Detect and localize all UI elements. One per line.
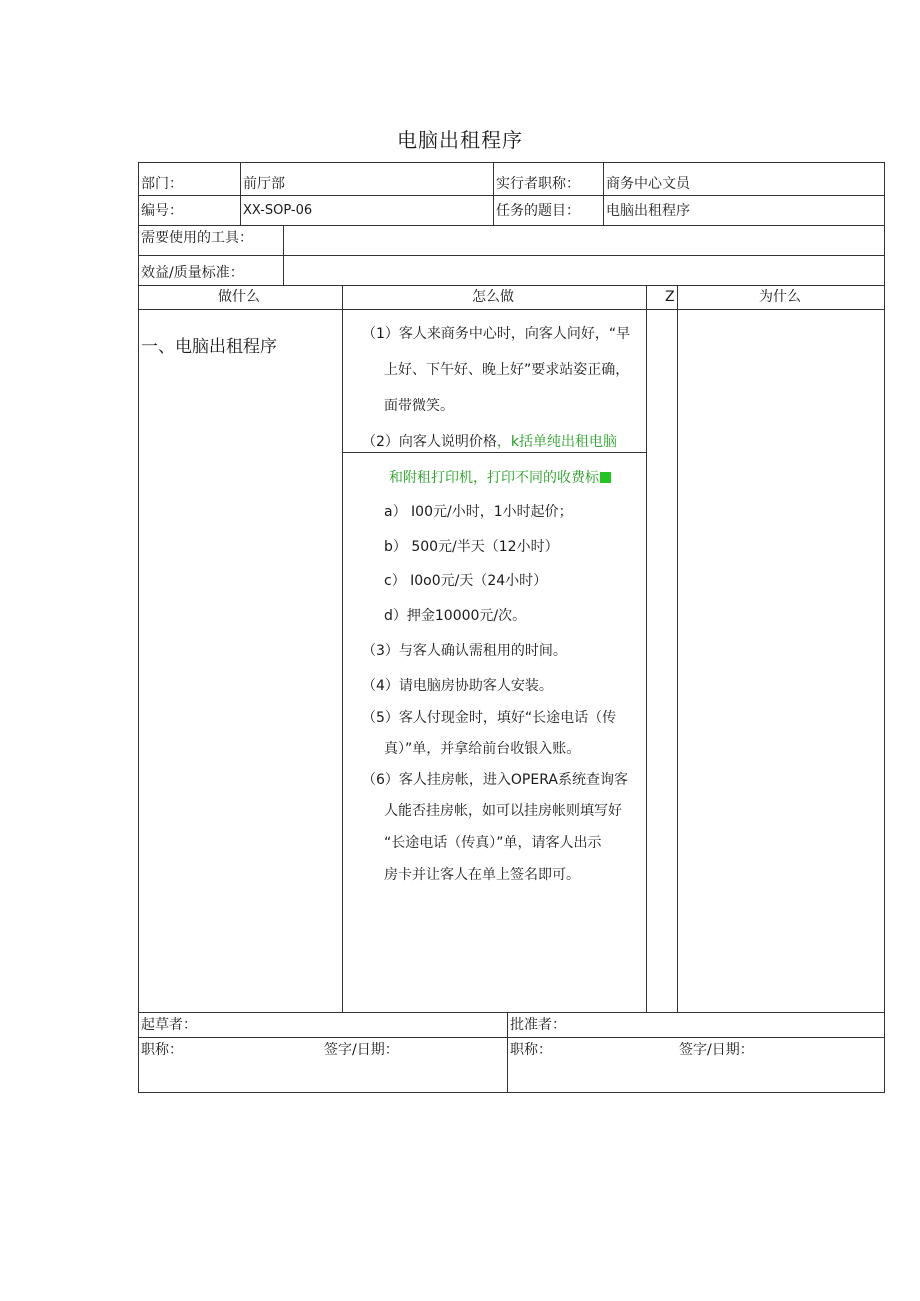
price-item-c: c） I0o0元/天（24小时） bbox=[384, 573, 548, 589]
step-1-line-2: 上好、下午好、晚上好”要求站姿正确， bbox=[384, 362, 630, 378]
code-value: XX-SOP-06 bbox=[243, 203, 313, 218]
step-2-line-1 bbox=[362, 433, 617, 451]
quality-label: 效益/质量标准： bbox=[141, 265, 244, 281]
section-title: 一、电脑出租程序 bbox=[141, 337, 277, 357]
step-5-line-1: （5）客人付现金时，填好“长途电话（传 bbox=[362, 710, 617, 726]
sign-date-left-label: 签字/日期： bbox=[324, 1042, 399, 1058]
title-right-label: 职称： bbox=[510, 1042, 552, 1058]
step-2-green-line: 和附租打印机，打印不同的收费标 bbox=[389, 470, 599, 486]
price-item-a: a） I00元/小时，1小时起价； bbox=[384, 504, 573, 520]
task-value: 电脑出租程序 bbox=[606, 203, 690, 219]
drafter-label: 起草者： bbox=[141, 1017, 197, 1033]
step-4: （4）请电脑房协助客人安装。 bbox=[362, 678, 553, 694]
tools-label: 需要使用的工具： bbox=[141, 230, 253, 246]
title-left-label: 职称： bbox=[141, 1042, 183, 1058]
col-why-header: 为什么 bbox=[759, 289, 801, 305]
col-how-header: 怎么做 bbox=[472, 289, 514, 305]
code-label: 编号： bbox=[141, 203, 183, 219]
step-6-line-2: 人能否挂房帐，如可以挂房帐则填写好 bbox=[384, 803, 622, 819]
step-1-line-3: 面带微笑。 bbox=[384, 398, 454, 414]
step-6-line-3: “长途电话（传真）”单，请客人出示 bbox=[384, 835, 602, 851]
dept-value: 前厅部 bbox=[243, 176, 285, 192]
dept-label: 部门： bbox=[141, 176, 183, 192]
step-1-line-1: （1）客人来商务中心时，向客人问好，“早 bbox=[362, 326, 631, 342]
step-6-line-1: （6）客人挂房帐，进入OPERA系统查询客 bbox=[362, 772, 628, 788]
role-label: 实行者职称： bbox=[496, 176, 580, 192]
sign-date-right-label: 签字/日期： bbox=[679, 1042, 754, 1058]
step-2-line-2 bbox=[389, 469, 611, 487]
page-title: 电脑出租程序 bbox=[397, 128, 523, 152]
col-z-header: Z bbox=[665, 289, 675, 305]
step-5-line-2: 真）”单，并拿给前台收银入账。 bbox=[384, 741, 581, 757]
price-item-d: d）押金10000元/次。 bbox=[384, 608, 527, 624]
step-3: （3）与客人确认需租用的时间。 bbox=[362, 643, 567, 659]
step-6-line-4: 房卡并让客人在单上签名即可。 bbox=[384, 867, 580, 883]
col-what-header: 做什么 bbox=[218, 289, 260, 305]
approver-label: 批准者： bbox=[510, 1017, 566, 1033]
task-label: 任务的题目： bbox=[496, 203, 580, 219]
step-2-text: （2）向客人说明价格 bbox=[362, 434, 497, 450]
step-2-green-text: ，k括单纯出租电脑 bbox=[496, 434, 618, 450]
green-square-icon bbox=[600, 472, 611, 483]
role-value: 商务中心文员 bbox=[606, 176, 690, 192]
price-item-b: b） 500元/半天（12小时） bbox=[384, 539, 559, 555]
